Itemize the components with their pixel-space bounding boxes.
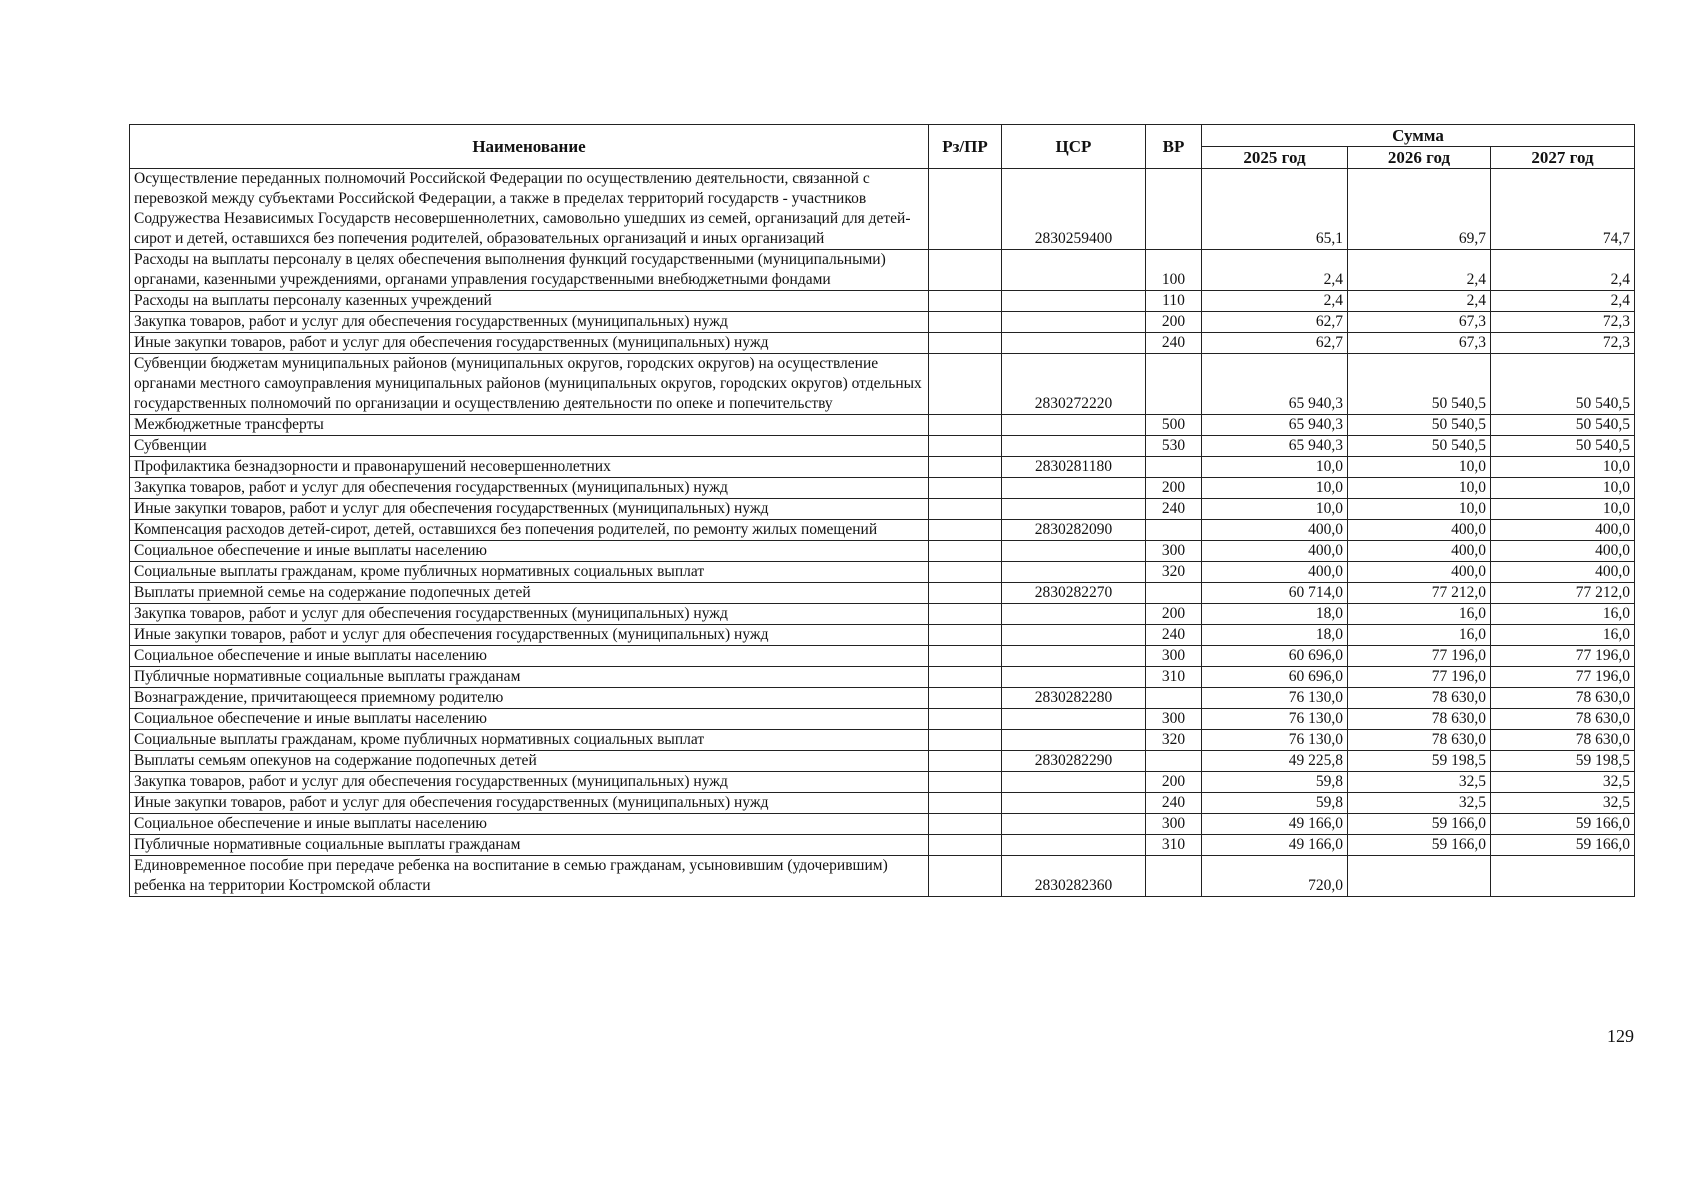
cell-2027: 77 196,0 [1491, 646, 1635, 667]
cell-name: Иные закупки товаров, работ и услуг для обеспечения государственных (муниципальных) нужд [130, 793, 929, 814]
table-row [130, 169, 1635, 250]
cell-rzpr [929, 169, 1002, 250]
cell-2025: 59,8 [1202, 793, 1348, 814]
cell-rzpr [929, 709, 1002, 730]
table-row [130, 793, 1635, 814]
cell-csr [1002, 835, 1146, 856]
cell-csr: 2830259400 [1002, 169, 1146, 250]
cell-vr: 320 [1146, 730, 1202, 751]
cell-rzpr [929, 646, 1002, 667]
cell-2025: 65,1 [1202, 169, 1348, 250]
cell-vr: 240 [1146, 333, 1202, 354]
cell-2026: 59 166,0 [1348, 835, 1491, 856]
cell-2026: 16,0 [1348, 625, 1491, 646]
table-row [130, 730, 1635, 751]
cell-rzpr [929, 291, 1002, 312]
page-number: 129 [1607, 1026, 1634, 1046]
cell-csr: 2830282090 [1002, 520, 1146, 541]
header-year-2025: 2025 год [1202, 147, 1348, 169]
cell-csr [1002, 436, 1146, 457]
cell-vr: 240 [1146, 499, 1202, 520]
cell-2026: 32,5 [1348, 772, 1491, 793]
cell-2027: 32,5 [1491, 793, 1635, 814]
table-row [130, 751, 1635, 772]
header-year-2026: 2026 год [1348, 147, 1491, 169]
cell-vr: 300 [1146, 646, 1202, 667]
table-row [130, 835, 1635, 856]
cell-name: Субвенции [130, 436, 929, 457]
cell-csr [1002, 478, 1146, 499]
table-row [130, 499, 1635, 520]
cell-name: Расходы на выплаты персоналу в целях обеспечения выполнения функций государственными (муниципальными) органами, казенными учреждениями, органами управления государственными внебюджетными фондами [130, 250, 929, 291]
cell-rzpr [929, 814, 1002, 835]
cell-2027: 78 630,0 [1491, 709, 1635, 730]
table-row [130, 250, 1635, 291]
cell-2025: 2,4 [1202, 291, 1348, 312]
cell-2027: 2,4 [1491, 291, 1635, 312]
cell-name: Субвенции бюджетам муниципальных районов (муниципальных округов, городских округов) на осуществление органами местного самоуправления муниципальных районов (муниципальных округов, городских округов) отдельных государственных полномочий по организации и осуществлению деятельности по опеке и попечительству [130, 354, 929, 415]
cell-csr: 2830282280 [1002, 688, 1146, 709]
cell-2026: 400,0 [1348, 541, 1491, 562]
cell-csr [1002, 541, 1146, 562]
cell-csr: 2830282360 [1002, 856, 1146, 897]
cell-2026: 69,7 [1348, 169, 1491, 250]
table-row [130, 333, 1635, 354]
cell-name: Выплаты приемной семье на содержание подопечных детей [130, 583, 929, 604]
cell-vr: 240 [1146, 793, 1202, 814]
cell-2026: 77 196,0 [1348, 646, 1491, 667]
cell-2026: 78 630,0 [1348, 730, 1491, 751]
cell-rzpr [929, 604, 1002, 625]
cell-2027: 77 196,0 [1491, 667, 1635, 688]
cell-2026: 16,0 [1348, 604, 1491, 625]
table-row [130, 562, 1635, 583]
cell-rzpr [929, 312, 1002, 333]
cell-2027: 74,7 [1491, 169, 1635, 250]
cell-rzpr [929, 354, 1002, 415]
cell-vr [1146, 688, 1202, 709]
cell-rzpr [929, 457, 1002, 478]
cell-2027: 78 630,0 [1491, 730, 1635, 751]
cell-vr [1146, 354, 1202, 415]
cell-vr: 310 [1146, 835, 1202, 856]
cell-2027 [1491, 856, 1635, 897]
cell-2026: 78 630,0 [1348, 688, 1491, 709]
cell-2027: 50 540,5 [1491, 354, 1635, 415]
cell-2025: 2,4 [1202, 250, 1348, 291]
cell-name: Социальные выплаты гражданам, кроме публичных нормативных социальных выплат [130, 730, 929, 751]
cell-2025: 60 714,0 [1202, 583, 1348, 604]
cell-rzpr [929, 688, 1002, 709]
cell-2027: 10,0 [1491, 499, 1635, 520]
cell-csr [1002, 709, 1146, 730]
cell-csr [1002, 793, 1146, 814]
cell-name: Закупка товаров, работ и услуг для обеспечения государственных (муниципальных) нужд [130, 478, 929, 499]
cell-2027: 72,3 [1491, 333, 1635, 354]
cell-2027: 50 540,5 [1491, 436, 1635, 457]
cell-2025: 76 130,0 [1202, 709, 1348, 730]
cell-rzpr [929, 250, 1002, 291]
cell-2025: 400,0 [1202, 541, 1348, 562]
cell-2025: 62,7 [1202, 312, 1348, 333]
cell-2026: 10,0 [1348, 499, 1491, 520]
cell-2027: 77 212,0 [1491, 583, 1635, 604]
cell-2026: 32,5 [1348, 793, 1491, 814]
cell-rzpr [929, 520, 1002, 541]
table-row [130, 415, 1635, 436]
cell-2025: 10,0 [1202, 457, 1348, 478]
table-row [130, 709, 1635, 730]
cell-csr: 2830281180 [1002, 457, 1146, 478]
cell-2027: 59 198,5 [1491, 751, 1635, 772]
cell-2026: 59 198,5 [1348, 751, 1491, 772]
cell-rzpr [929, 772, 1002, 793]
cell-rzpr [929, 478, 1002, 499]
cell-rzpr [929, 751, 1002, 772]
header-name: Наименование [130, 125, 929, 169]
header-year-2027: 2027 год [1491, 147, 1635, 169]
cell-2026: 50 540,5 [1348, 354, 1491, 415]
cell-vr: 300 [1146, 709, 1202, 730]
cell-name: Социальное обеспечение и иные выплаты населению [130, 814, 929, 835]
cell-vr: 110 [1146, 291, 1202, 312]
cell-2026: 78 630,0 [1348, 709, 1491, 730]
cell-csr [1002, 730, 1146, 751]
cell-rzpr [929, 583, 1002, 604]
cell-2026: 77 196,0 [1348, 667, 1491, 688]
cell-csr: 2830282270 [1002, 583, 1146, 604]
cell-2025: 400,0 [1202, 520, 1348, 541]
cell-vr: 300 [1146, 814, 1202, 835]
cell-rzpr [929, 415, 1002, 436]
cell-rzpr [929, 835, 1002, 856]
cell-vr [1146, 751, 1202, 772]
cell-2025: 60 696,0 [1202, 667, 1348, 688]
cell-vr: 240 [1146, 625, 1202, 646]
cell-2027: 50 540,5 [1491, 415, 1635, 436]
cell-rzpr [929, 793, 1002, 814]
cell-name: Социальное обеспечение и иные выплаты населению [130, 709, 929, 730]
cell-2027: 10,0 [1491, 478, 1635, 499]
cell-csr [1002, 646, 1146, 667]
cell-2025: 10,0 [1202, 478, 1348, 499]
table-row [130, 856, 1635, 897]
cell-vr: 300 [1146, 541, 1202, 562]
header-vr: ВР [1146, 125, 1202, 169]
cell-2025: 18,0 [1202, 604, 1348, 625]
cell-csr [1002, 814, 1146, 835]
cell-vr: 200 [1146, 478, 1202, 499]
cell-vr: 310 [1146, 667, 1202, 688]
cell-vr: 320 [1146, 562, 1202, 583]
cell-rzpr [929, 499, 1002, 520]
header-row [130, 125, 1635, 147]
table-row [130, 646, 1635, 667]
cell-2027: 2,4 [1491, 250, 1635, 291]
cell-2025: 65 940,3 [1202, 436, 1348, 457]
cell-csr: 2830282290 [1002, 751, 1146, 772]
cell-vr: 200 [1146, 604, 1202, 625]
cell-name: Публичные нормативные социальные выплаты гражданам [130, 667, 929, 688]
cell-vr: 200 [1146, 772, 1202, 793]
cell-name: Закупка товаров, работ и услуг для обеспечения государственных (муниципальных) нужд [130, 604, 929, 625]
cell-name: Единовременное пособие при передаче ребенка на воспитание в семью гражданам, усыновившим (удочерившим) ребенка на территории Костромской области [130, 856, 929, 897]
cell-2026: 10,0 [1348, 457, 1491, 478]
cell-2026: 50 540,5 [1348, 415, 1491, 436]
table-row [130, 520, 1635, 541]
cell-2026: 59 166,0 [1348, 814, 1491, 835]
cell-name: Вознаграждение, причитающееся приемному родителю [130, 688, 929, 709]
cell-csr [1002, 604, 1146, 625]
cell-2026: 400,0 [1348, 520, 1491, 541]
cell-2026: 10,0 [1348, 478, 1491, 499]
cell-2027: 400,0 [1491, 520, 1635, 541]
cell-2025: 59,8 [1202, 772, 1348, 793]
cell-2026: 2,4 [1348, 250, 1491, 291]
table-row [130, 688, 1635, 709]
cell-csr [1002, 415, 1146, 436]
cell-2025: 62,7 [1202, 333, 1348, 354]
table-row [130, 772, 1635, 793]
cell-csr [1002, 562, 1146, 583]
cell-2026: 67,3 [1348, 312, 1491, 333]
cell-csr [1002, 499, 1146, 520]
cell-2025: 49 225,8 [1202, 751, 1348, 772]
cell-2026: 77 212,0 [1348, 583, 1491, 604]
cell-2027: 400,0 [1491, 541, 1635, 562]
cell-name: Социальные выплаты гражданам, кроме публичных нормативных социальных выплат [130, 562, 929, 583]
cell-2027: 16,0 [1491, 604, 1635, 625]
cell-name: Осуществление переданных полномочий Российской Федерации по осуществлению деятельности, связанной с перевозкой между субъектами Российской Федерации, а также в пределах территорий государств - участников Содружества Независимых Государств несовершеннолетних, самовольно ушедших из семей, организаций для детей-сирот и детей, оставшихся без попечения родителей, образовательных организаций и иных организаций [130, 169, 929, 250]
budget-table [129, 124, 1635, 897]
cell-name: Социальное обеспечение и иные выплаты населению [130, 541, 929, 562]
table-row [130, 457, 1635, 478]
cell-2027: 16,0 [1491, 625, 1635, 646]
cell-2026: 50 540,5 [1348, 436, 1491, 457]
cell-2025: 49 166,0 [1202, 814, 1348, 835]
cell-rzpr [929, 541, 1002, 562]
table-row [130, 436, 1635, 457]
cell-2027: 59 166,0 [1491, 835, 1635, 856]
cell-2025: 400,0 [1202, 562, 1348, 583]
cell-name: Иные закупки товаров, работ и услуг для обеспечения государственных (муниципальных) нужд [130, 625, 929, 646]
cell-2025: 65 940,3 [1202, 415, 1348, 436]
cell-csr [1002, 625, 1146, 646]
cell-vr: 530 [1146, 436, 1202, 457]
table-row [130, 312, 1635, 333]
cell-name: Расходы на выплаты персоналу казенных учреждений [130, 291, 929, 312]
cell-csr [1002, 250, 1146, 291]
cell-rzpr [929, 667, 1002, 688]
table-body [130, 169, 1635, 897]
cell-vr: 100 [1146, 250, 1202, 291]
cell-csr [1002, 291, 1146, 312]
table-row [130, 354, 1635, 415]
cell-2027: 10,0 [1491, 457, 1635, 478]
table-row [130, 478, 1635, 499]
cell-2026: 2,4 [1348, 291, 1491, 312]
cell-vr: 500 [1146, 415, 1202, 436]
cell-rzpr [929, 730, 1002, 751]
cell-2027: 72,3 [1491, 312, 1635, 333]
cell-vr: 200 [1146, 312, 1202, 333]
table-row [130, 291, 1635, 312]
cell-vr [1146, 169, 1202, 250]
cell-2026: 67,3 [1348, 333, 1491, 354]
cell-vr [1146, 520, 1202, 541]
cell-2025: 76 130,0 [1202, 688, 1348, 709]
cell-rzpr [929, 856, 1002, 897]
cell-2026: 400,0 [1348, 562, 1491, 583]
cell-csr: 2830272220 [1002, 354, 1146, 415]
cell-name: Публичные нормативные социальные выплаты гражданам [130, 835, 929, 856]
cell-csr [1002, 333, 1146, 354]
cell-2027: 78 630,0 [1491, 688, 1635, 709]
cell-vr [1146, 583, 1202, 604]
cell-rzpr [929, 436, 1002, 457]
cell-name: Иные закупки товаров, работ и услуг для обеспечения государственных (муниципальных) нужд [130, 499, 929, 520]
cell-name: Закупка товаров, работ и услуг для обеспечения государственных (муниципальных) нужд [130, 312, 929, 333]
cell-name: Закупка товаров, работ и услуг для обеспечения государственных (муниципальных) нужд [130, 772, 929, 793]
cell-2025: 18,0 [1202, 625, 1348, 646]
cell-csr [1002, 312, 1146, 333]
cell-name: Профилактика безнадзорности и правонарушений несовершеннолетних [130, 457, 929, 478]
table-row [130, 667, 1635, 688]
header-csr: ЦСР [1002, 125, 1146, 169]
header-rzpr: Рз/ПР [929, 125, 1002, 169]
cell-name: Социальное обеспечение и иные выплаты населению [130, 646, 929, 667]
table-row [130, 541, 1635, 562]
cell-csr [1002, 667, 1146, 688]
cell-name: Межбюджетные трансферты [130, 415, 929, 436]
cell-vr [1146, 856, 1202, 897]
cell-rzpr [929, 625, 1002, 646]
cell-2025: 10,0 [1202, 499, 1348, 520]
table-row [130, 583, 1635, 604]
cell-2025: 49 166,0 [1202, 835, 1348, 856]
table-row [130, 604, 1635, 625]
cell-2025: 65 940,3 [1202, 354, 1348, 415]
cell-name: Выплаты семьям опекунов на содержание подопечных детей [130, 751, 929, 772]
cell-name: Компенсация расходов детей-сирот, детей, оставшихся без попечения родителей, по ремонту жилых помещений [130, 520, 929, 541]
table-row [130, 625, 1635, 646]
cell-2025: 60 696,0 [1202, 646, 1348, 667]
cell-2027: 59 166,0 [1491, 814, 1635, 835]
header-sum: Сумма [1202, 125, 1635, 147]
cell-2026 [1348, 856, 1491, 897]
cell-rzpr [929, 562, 1002, 583]
cell-rzpr [929, 333, 1002, 354]
cell-csr [1002, 772, 1146, 793]
cell-name: Иные закупки товаров, работ и услуг для обеспечения государственных (муниципальных) нужд [130, 333, 929, 354]
cell-vr [1146, 457, 1202, 478]
cell-2027: 400,0 [1491, 562, 1635, 583]
cell-2025: 76 130,0 [1202, 730, 1348, 751]
cell-2025: 720,0 [1202, 856, 1348, 897]
cell-2027: 32,5 [1491, 772, 1635, 793]
table-row [130, 814, 1635, 835]
